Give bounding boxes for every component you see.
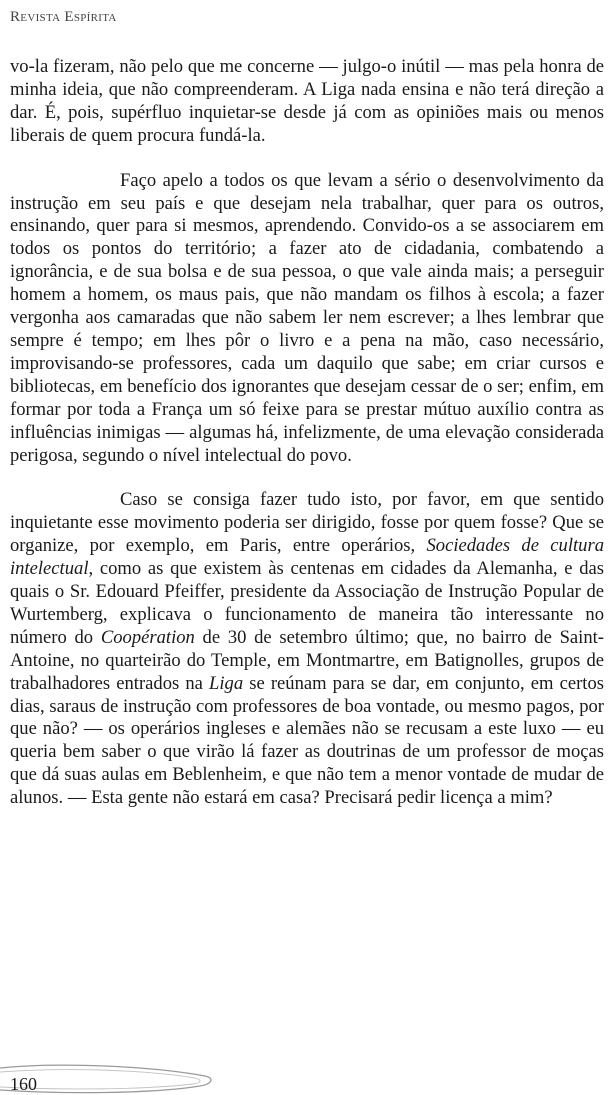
paragraph-1-run-1: vo-la fizeram, não pelo que me concerne — julgo-o inútil — mas pela honra de minha ideia, que não compreenderam. A Liga nada ensina e não terá direção a dar. É, pois, supérfluo inquietar-se desde já com as opiniões mais ou menos liberais de quem procura fundá-la. xyxy=(10,56,604,146)
paragraph-3-run-7: se reúnam para se dar, em conjunto, em certos dias, saraus de instrução com professores de boa vontade, ou mesmo pagos, por que não? — os operários ingleses e alemães não se recusam a este luxo — eu queria bem saber o que virão lá fazer as doutrinas de um professor de moças que dá suas aulas em Beblenheim, e que não tem a menor vontade de mudar de alunos. — Esta gente não estará em casa? Precisará pedir licença a mim? xyxy=(10,672,604,809)
paragraph-3-run-3: , como as que existem às centenas em cidades da Alemanha, e das quais o Sr. Edouard Pfeiffer, presidente da Associação de Instrução Popular de Wurtemberg, explicava o funcionamento de maneira tão interessante no número do xyxy=(10,558,604,648)
body-text xyxy=(10,56,604,832)
paragraph-3-run-4-italic: Coopération xyxy=(100,626,195,648)
paragraph-1 xyxy=(10,56,604,148)
paragraph-2 xyxy=(10,170,604,468)
paragraph-3 xyxy=(10,489,604,810)
paragraph-3-run-5: de 30 de setembro último; que, no bairro de Saint-Antoine, no quarteirão do Temple, em Montmartre, em Batignolles, grupos de trabalhadores entrados na xyxy=(10,626,604,694)
swoosh-ornament-icon xyxy=(0,1060,260,1095)
paragraph-3-run-1: Caso se consiga fazer tudo isto, por favor, em que sentido inquietante esse movimento poderia ser dirigido, fosse por quem fosse? Que se organize, por exemplo, em Paris, entre operários, xyxy=(10,489,604,557)
paragraph-2-run-1: Faço apelo a todos os que levam a sério o desenvolvimento da instrução em seu país e que desejam nela trabalhar, quer para os outros, ensinando, quer para si mesmos, aprendendo. Convido-os a se associarem em todos os pontos do território; a fazer ato de cidadania, combatendo a ignorância, e de sua bolsa e de sua pessoa, o que vale ainda mais; a perseguir homem a homem, os maus pais, que não mandam os filhos à escola; a fazer vergonha aos camaradas que não sabem ler nem escrever; a lhes lembrar que sempre é tempo; em lhes pôr o livro e a pena na mão, caso necessário, improvisando-se professores, cada um daquilo que sabe; em criar cursos e bibliotecas, em benefício dos ignorantes que desejam cessar de o ser; enfim, em formar por toda a França um só feixe para se prestar mútuo auxílio contra as influências inimigas — algumas há, infelizmente, de uma elevação considerada perigosa, segundo o nível intelectual do povo. xyxy=(10,169,604,466)
paragraph-3-run-2-italic: Sociedades de cultura intelectual xyxy=(10,535,605,580)
page-number: 160 xyxy=(10,1074,37,1094)
running-head: Revista Espírita xyxy=(10,9,117,25)
paragraph-3-run-6-italic: Liga xyxy=(209,672,244,694)
page-footer-ornament xyxy=(0,1060,260,1095)
